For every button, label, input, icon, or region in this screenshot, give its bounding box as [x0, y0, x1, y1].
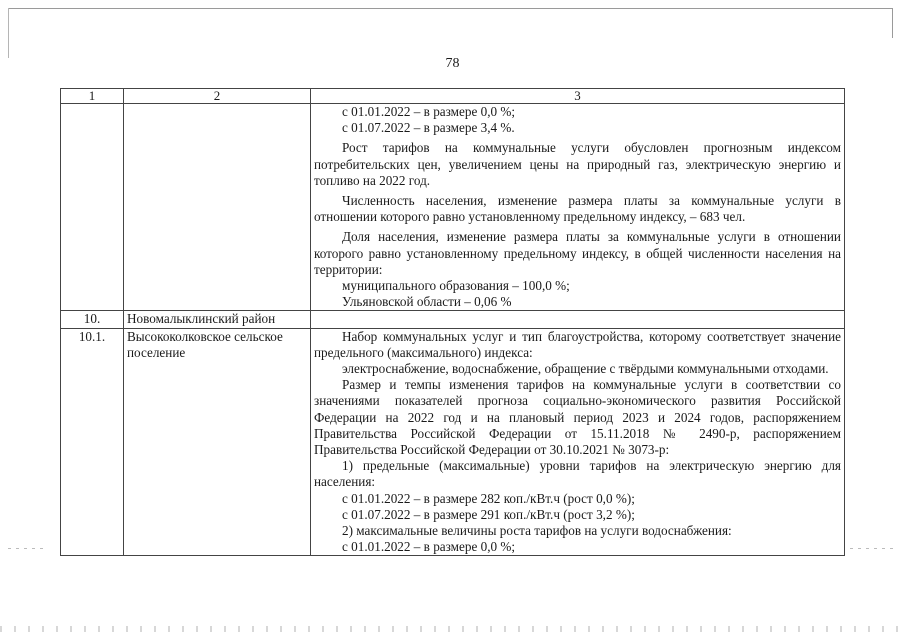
- text-paragraph: Набор коммунальных услуг и тип благоустройства, которому соответствует значение предельного (максимального) индекса:: [314, 328, 841, 360]
- settlement-name: Высококолковское сельское поселение: [124, 328, 311, 556]
- scan-artifact: [0, 626, 905, 632]
- text-line: с 01.07.2022 – в размере 291 коп./кВт.ч (рост 3,2 %);: [342, 506, 635, 522]
- text-line: муниципального образования – 100,0 %;: [342, 278, 570, 294]
- district-number: 10.: [61, 311, 124, 328]
- text-paragraph: Рост тарифов на коммунальные услуги обусловлен прогнозным индексом потребительских цен, увеличением цены на природный газ, электрическую энергию и топливо на 2022 год.: [314, 140, 841, 188]
- cell-empty: [124, 104, 311, 311]
- header-col-2: 2: [124, 89, 311, 104]
- text-paragraph: Размер и темпы изменения тарифов на коммунальные услуги в соответствии со значениями показателей прогноза социально-экономического развития Российской Федерации на 2022 год и на плановый период 2023 и 2024 годов, распоряжением Правительства Российской Федерации от 15.11.2018 № 2490-р, распоряжением Правительства Российской Федерации от 30.10.2021 № 3073-р:: [314, 377, 841, 458]
- cell-empty: [61, 104, 124, 311]
- settlement-number: 10.1.: [61, 328, 124, 556]
- header-col-1: 1: [61, 89, 124, 104]
- cell-empty: [311, 311, 845, 328]
- page-border-top: [8, 8, 892, 10]
- text-paragraph: Численность населения, изменение размера платы за коммунальные услуги в отношении которого равно установленному предельному индексу, – 683 чел.: [314, 193, 841, 225]
- page-border-left: [8, 8, 9, 58]
- cell-description: [311, 328, 845, 556]
- header-col-3: 3: [311, 89, 845, 104]
- table-row-continuation: [61, 104, 845, 311]
- table-header-row: [61, 89, 845, 104]
- text-line: 2) максимальные величины роста тарифов на услуги водоснабжения:: [342, 523, 732, 539]
- text-paragraph: Доля населения, изменение размера платы за коммунальные услуги в отношении которого равно установленному предельному индексу, в общей численности населения на территории:: [314, 229, 841, 277]
- document-table: [60, 88, 845, 556]
- cell-description: [311, 104, 845, 311]
- text-paragraph: 1) предельные (максимальные) уровни тарифов на электрическую энергию для населения:: [314, 458, 841, 490]
- table-row-settlement: [61, 328, 845, 556]
- text-line: с 01.07.2022 – в размере 3,4 %.: [342, 120, 515, 136]
- district-name: Новомалыклинский район: [124, 311, 311, 328]
- page-number: 78: [445, 56, 460, 71]
- scan-artifact: [8, 548, 48, 549]
- text-paragraph: электроснабжение, водоснабжение, обращение с твёрдыми коммунальными отходами.: [342, 361, 829, 377]
- scan-artifact: [850, 548, 896, 549]
- text-line: с 01.01.2022 – в размере 0,0 %;: [342, 539, 516, 555]
- table-row-district: [61, 311, 845, 328]
- page-border-right: [892, 8, 893, 38]
- text-line: с 01.01.2022 – в размере 0,0 %;: [342, 104, 516, 119]
- text-line: Ульяновской области – 0,06 %: [342, 294, 512, 310]
- text-line: с 01.01.2022 – в размере 282 коп./кВт.ч (рост 0,0 %);: [342, 490, 635, 506]
